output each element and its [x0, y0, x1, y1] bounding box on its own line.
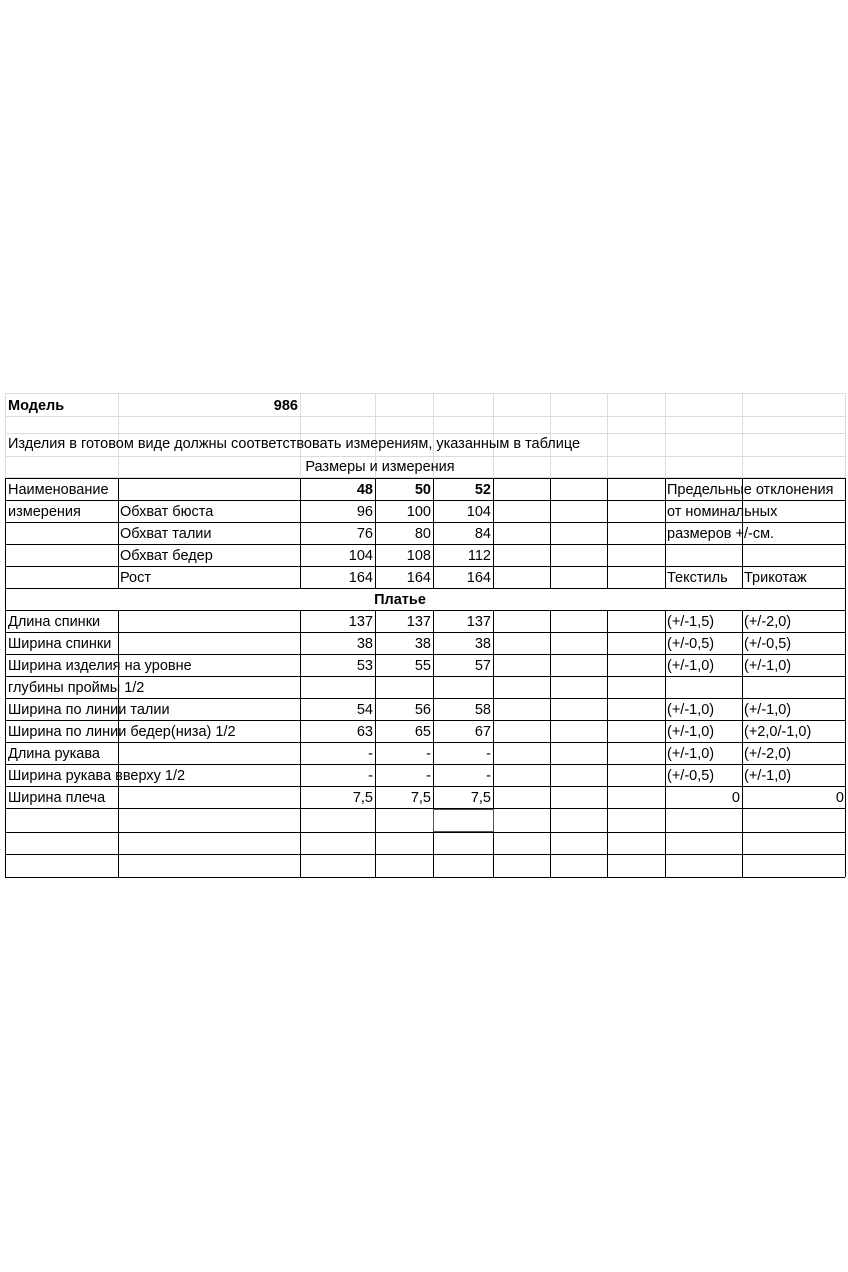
header-deviation-line1[interactable]: Предельные отклонения: [667, 482, 834, 498]
product-row-value[interactable]: -: [486, 746, 491, 762]
product-row-value[interactable]: 38: [356, 636, 373, 652]
measurement-label[interactable]: Обхват бюста: [120, 504, 214, 520]
table-col-border: [845, 478, 846, 588]
grid-col-line: [665, 393, 666, 478]
product-row-label[interactable]: Длина спинки: [8, 614, 101, 630]
header-deviation-line2[interactable]: от номинальных: [667, 504, 778, 520]
product-row-value[interactable]: 55: [414, 658, 431, 674]
product-row-value[interactable]: -: [426, 746, 431, 762]
table-col-border: [607, 478, 608, 588]
product-row-label[interactable]: Ширина изделия на уровне: [8, 658, 192, 674]
product-row-label[interactable]: Ширина по линии бедер(низа) 1/2: [8, 724, 236, 740]
size-header[interactable]: 48: [356, 482, 373, 498]
grid-row-line: [5, 416, 845, 417]
measurement-value[interactable]: 104: [466, 504, 491, 520]
measurement-label[interactable]: Обхват талии: [120, 526, 212, 542]
knit-tolerance[interactable]: (+/-0,5): [744, 636, 792, 652]
product-title[interactable]: Платье: [374, 592, 426, 608]
header-knit[interactable]: Трикотаж: [744, 570, 807, 586]
table-col-border: [550, 808, 551, 877]
measurement-value[interactable]: 164: [466, 570, 491, 586]
product-row-label[interactable]: Ширина по линии талии: [8, 702, 170, 718]
textile-tolerance[interactable]: (+/-1,0): [667, 658, 715, 674]
grid-col-line: [845, 393, 846, 478]
product-row-value[interactable]: 137: [406, 614, 431, 630]
product-row-value[interactable]: 63: [356, 724, 373, 740]
product-row-value[interactable]: 7,5: [352, 790, 373, 806]
table-col-border: [550, 610, 551, 808]
product-row-value[interactable]: 137: [466, 614, 491, 630]
grid-col-line: [607, 393, 608, 478]
measurement-value[interactable]: 108: [406, 548, 431, 564]
measurement-value[interactable]: 112: [467, 548, 491, 564]
knit-tolerance[interactable]: (+2,0/-1,0): [744, 724, 812, 740]
product-row-label[interactable]: Ширина плеча: [8, 790, 106, 806]
measurement-value[interactable]: 164: [348, 570, 373, 586]
product-row-label[interactable]: Ширина рукава вверху 1/2: [8, 768, 186, 784]
table-col-border: [493, 610, 494, 808]
sizes-title[interactable]: Размеры и измерения: [305, 459, 455, 475]
product-row-value[interactable]: -: [486, 768, 491, 784]
product-row-label[interactable]: Ширина спинки: [8, 636, 112, 652]
table-col-border: [845, 808, 846, 877]
size-header[interactable]: 50: [414, 482, 431, 498]
textile-tolerance[interactable]: (+/-1,5): [667, 614, 715, 630]
table-col-border: [5, 588, 6, 610]
table-row-border: [5, 854, 845, 855]
product-row-value[interactable]: -: [368, 746, 373, 762]
textile-tolerance[interactable]: (+/-1,0): [667, 746, 715, 762]
measurement-value[interactable]: 104: [348, 548, 373, 564]
product-row-value[interactable]: 7,5: [410, 790, 431, 806]
header-textile[interactable]: Текстиль: [667, 570, 728, 586]
table-col-border: [845, 610, 846, 808]
measurement-value[interactable]: 100: [406, 504, 431, 520]
product-row-value[interactable]: 65: [414, 724, 431, 740]
product-row-value[interactable]: 38: [474, 636, 491, 652]
table-col-border: [607, 808, 608, 877]
textile-tolerance[interactable]: (+/-0,5): [667, 768, 715, 784]
table-col-border: [550, 478, 551, 588]
product-row-value[interactable]: 57: [474, 658, 491, 674]
measurement-label[interactable]: Рост: [120, 570, 151, 586]
header-deviation-line3[interactable]: размеров +/-см.: [667, 526, 775, 542]
grid-row-line: [5, 393, 845, 394]
product-row-value[interactable]: 67: [474, 724, 491, 740]
product-row-value[interactable]: 53: [356, 658, 373, 674]
knit-tolerance[interactable]: 0: [835, 790, 844, 806]
textile-tolerance[interactable]: (+/-1,0): [667, 724, 715, 740]
selected-cell-outline[interactable]: [433, 809, 494, 832]
grid-col-line: [742, 393, 743, 478]
knit-tolerance[interactable]: (+/-1,0): [744, 658, 792, 674]
product-row-value[interactable]: 7,5: [470, 790, 491, 806]
knit-tolerance[interactable]: (+/-1,0): [744, 768, 792, 784]
table-col-border: [493, 478, 494, 588]
header-name-line2[interactable]: измерения: [8, 504, 81, 520]
size-header[interactable]: 52: [474, 482, 491, 498]
table-col-border: [118, 808, 119, 877]
measurement-value[interactable]: 84: [474, 526, 491, 542]
table-row-border: [5, 832, 845, 833]
model-number[interactable]: 986: [273, 398, 298, 414]
notice-text[interactable]: Изделия в готовом виде должны соответствовать измерениям, указанным в таблице: [8, 436, 581, 452]
measurement-value[interactable]: 164: [406, 570, 431, 586]
table-col-border: [742, 808, 743, 877]
product-row-value[interactable]: -: [368, 768, 373, 784]
table-col-border: [665, 808, 666, 877]
measurement-value[interactable]: 96: [356, 504, 373, 520]
textile-tolerance[interactable]: (+/-0,5): [667, 636, 715, 652]
table-col-border: [845, 588, 846, 610]
product-row-value[interactable]: 58: [474, 702, 491, 718]
table-col-border: [5, 808, 6, 877]
header-name-line1[interactable]: Наименование: [8, 482, 109, 498]
product-row-value[interactable]: 137: [348, 614, 373, 630]
textile-tolerance[interactable]: 0: [731, 790, 740, 806]
measurement-label[interactable]: Обхват бедер: [120, 548, 213, 564]
product-row-value[interactable]: 38: [414, 636, 431, 652]
table-col-border: [607, 610, 608, 808]
table-col-border: [375, 808, 376, 877]
table-col-border: [300, 808, 301, 877]
product-row-value[interactable]: 54: [356, 702, 373, 718]
product-row-label[interactable]: Длина рукава: [8, 746, 100, 762]
textile-tolerance[interactable]: (+/-1,0): [667, 702, 715, 718]
measurement-value[interactable]: 76: [356, 526, 373, 542]
product-row-value[interactable]: 56: [414, 702, 431, 718]
table-row-border: [5, 877, 845, 878]
product-row-label[interactable]: глубины проймы 1/2: [8, 680, 145, 696]
measurement-value[interactable]: 80: [414, 526, 431, 542]
model-label[interactable]: Модель: [8, 398, 65, 414]
knit-tolerance[interactable]: (+/-2,0): [744, 746, 792, 762]
knit-tolerance[interactable]: (+/-2,0): [744, 614, 792, 630]
product-row-value[interactable]: -: [426, 768, 431, 784]
knit-tolerance[interactable]: (+/-1,0): [744, 702, 792, 718]
